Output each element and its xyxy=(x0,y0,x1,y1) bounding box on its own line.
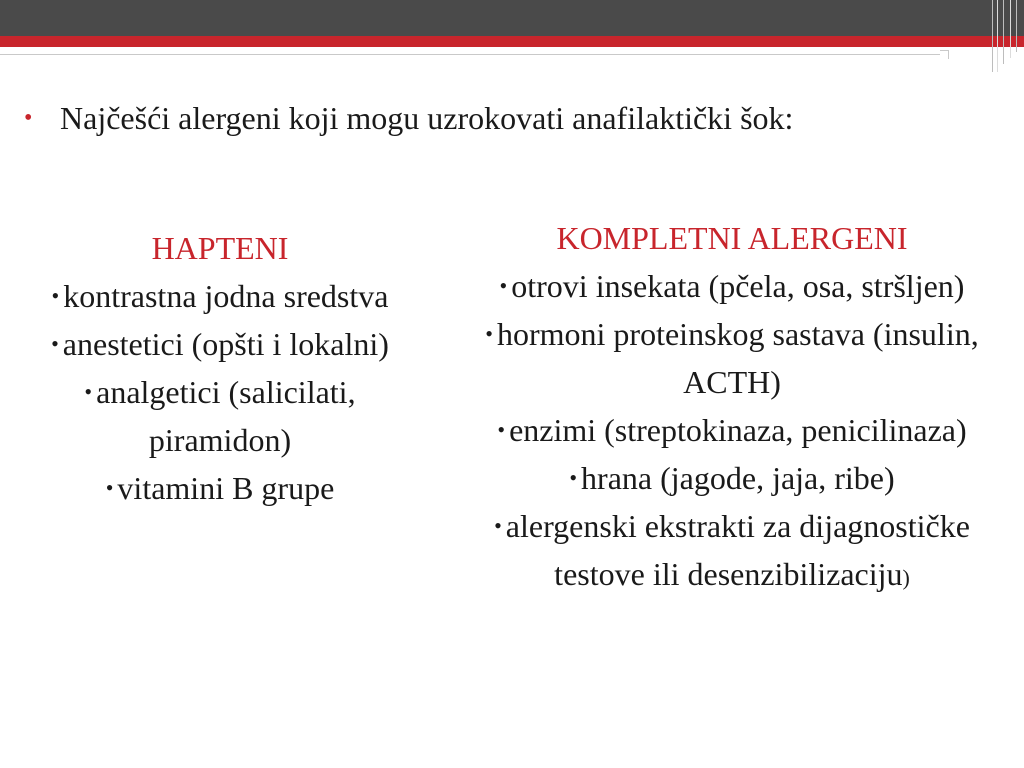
bullet-icon: • xyxy=(51,283,60,308)
corner-decoration xyxy=(940,50,949,59)
bullet-icon: • xyxy=(84,379,93,404)
bullet-icon: • xyxy=(569,465,578,490)
intro-paragraph xyxy=(24,96,984,140)
list-item: • hormoni proteinskog sastava (insulin, ACTH) xyxy=(485,316,979,400)
bullet-icon: • xyxy=(51,331,59,356)
bullet-icon: • xyxy=(497,417,506,442)
list-item: • analgetici (salicilati, piramidon) xyxy=(84,374,356,458)
list-item: • anestetici (opšti i lokalni) xyxy=(51,326,389,362)
bullet-icon: • xyxy=(24,105,33,131)
bullet-icon: • xyxy=(494,513,502,538)
list-item: • alergenski ekstrakti za dijagnostičke testove ili desenzibilizaciju) xyxy=(494,508,970,592)
bullet-icon: • xyxy=(105,475,114,500)
divider-line xyxy=(0,54,948,55)
accent-stripe xyxy=(0,36,1024,47)
decorative-line xyxy=(1016,0,1017,52)
list-item: • hrana (jagode, jaja, ribe) xyxy=(569,460,895,496)
decorative-line xyxy=(1003,0,1004,64)
intro-text: Najčešći alergeni koji mogu uzrokovati anafilaktički šok: xyxy=(60,100,794,136)
bullet-icon: • xyxy=(485,321,493,346)
bullet-icon: • xyxy=(499,273,508,298)
header-bar xyxy=(0,0,1024,36)
complete-allergens-heading: KOMPLETNI ALERGENI xyxy=(556,220,908,256)
list-item: • vitamini B grupe xyxy=(105,470,335,506)
list-item: • kontrastna jodna sredstva xyxy=(51,278,389,314)
haptens-heading: HAPTENI xyxy=(151,230,289,266)
decorative-line xyxy=(1010,0,1011,58)
closing-paren: ) xyxy=(902,565,910,590)
decorative-line xyxy=(997,0,998,72)
haptens-column xyxy=(16,224,424,512)
decorative-line xyxy=(992,0,993,72)
complete-allergens-column xyxy=(456,214,1008,602)
list-item: • enzimi (streptokinaza, penicilinaza) xyxy=(497,412,967,448)
list-item: • otrovi insekata (pčela, osa, stršljen) xyxy=(499,268,965,304)
